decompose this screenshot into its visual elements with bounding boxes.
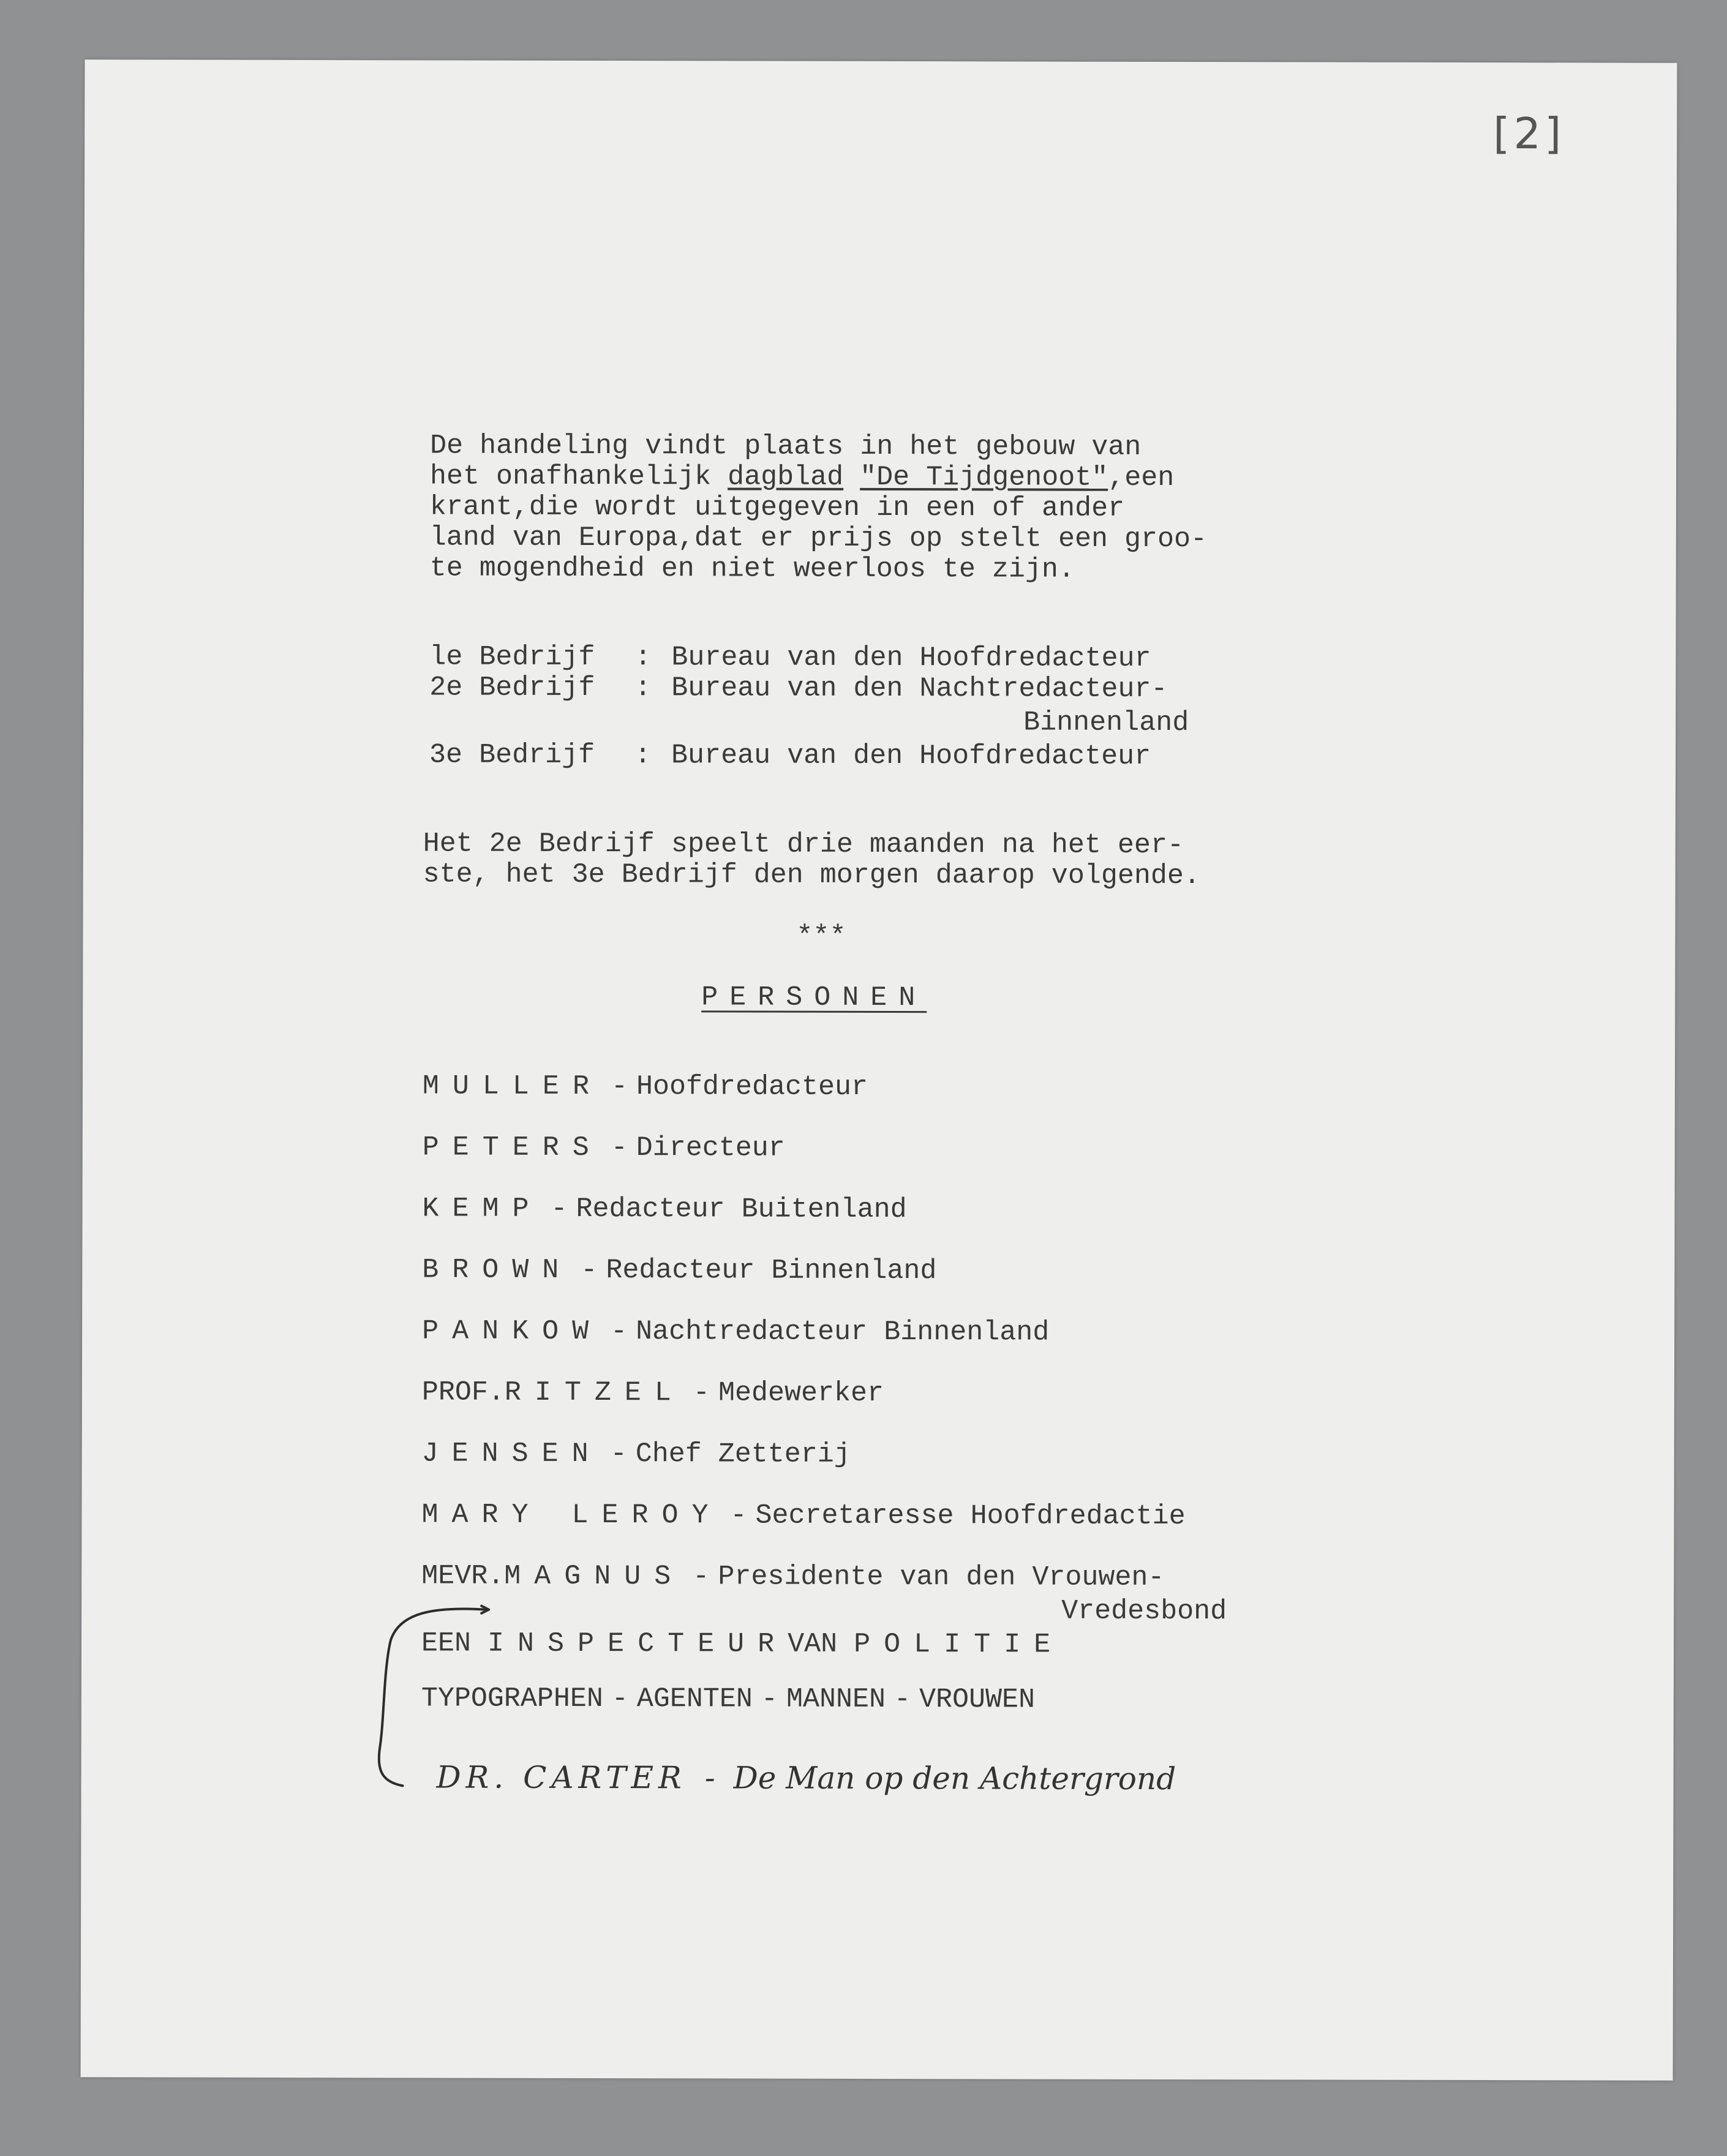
- person-entry: JENSEN - Chef Zetterij: [421, 1438, 851, 1470]
- section-divider: ***: [796, 920, 846, 952]
- setting-line-5: te mogendheid en niet weerloos te zijn.: [429, 552, 1075, 585]
- setting-paragraph: [85, 59, 1677, 585]
- setting-line-2-start: het onafhankelijk: [429, 460, 728, 493]
- timing-line-1: Het 2e Bedrijf speelt drie maanden na het eer-: [423, 828, 1184, 862]
- person-name: PANKOW: [422, 1315, 603, 1348]
- person-entry: MARY LEROY - Secretaresse Hoofdredactie: [421, 1499, 1186, 1533]
- person-role: Redacteur Binnenland: [606, 1255, 937, 1287]
- person-name: JENSEN: [421, 1438, 602, 1470]
- act-colon: :: [634, 642, 652, 674]
- person-entry: KEMP - Redacteur Buitenland: [422, 1193, 907, 1226]
- person-role: Hoofdredacteur: [636, 1071, 868, 1103]
- person-role-continued: Vredesbond: [1061, 1595, 1227, 1628]
- underlined-word-dagblad: dagblad: [728, 461, 844, 493]
- act-colon: :: [634, 672, 652, 704]
- act-label: 3e Bedrijf: [429, 739, 595, 772]
- act-place: Bureau van den Hoofdredacteur: [671, 642, 1151, 674]
- person-role: Secretaresse Hoofdredactie: [755, 1500, 1186, 1533]
- act-place: Bureau van den Nachtredacteur-: [671, 672, 1168, 705]
- person-role: Directeur: [636, 1132, 785, 1164]
- person-entry: PETERS - Directeur: [422, 1132, 785, 1164]
- handwritten-addition: DR. CARTER - De Man op den Achtergrond: [436, 1759, 1176, 1797]
- act-colon: :: [634, 740, 652, 772]
- typescript-page: [81, 59, 1677, 2080]
- person-entry: PROF.RITZEL - Medewerker: [421, 1377, 884, 1410]
- setting-line-2-end: ,een: [1108, 462, 1175, 494]
- crowd-entry: TYPOGRAPHEN - AGENTEN - MANNEN - VROUWEN: [421, 1683, 1036, 1716]
- person-name: BROWN: [422, 1254, 573, 1286]
- person-name: KEMP: [422, 1193, 543, 1225]
- newspaper-title: "De Tijdgenoot": [860, 461, 1108, 494]
- act-place-continued: Binnenland: [1023, 707, 1189, 739]
- person-entry: MEVR.MAGNUS - Presidente van den Vrouwen-: [421, 1560, 1165, 1593]
- person-role: Presidente van den Vrouwen-: [718, 1561, 1165, 1593]
- person-role: Redacteur Buitenland: [576, 1193, 907, 1226]
- persons-heading: PERSONEN: [701, 982, 927, 1014]
- handwritten-name: DR. CARTER: [436, 1759, 687, 1796]
- setting-line-4: land van Europa,dat er prijs op stelt een groo-: [429, 522, 1208, 555]
- person-entry: MULLER - Hoofdredacteur: [422, 1070, 868, 1103]
- setting-line-2: [430, 461, 1174, 494]
- person-entry: PANKOW - Nachtredacteur Binnenland: [422, 1315, 1050, 1348]
- handwritten-role: De Man op den Achtergrond: [733, 1760, 1176, 1797]
- insertion-bracket: [366, 1603, 440, 1799]
- person-role: Nachtredacteur Binnenland: [636, 1316, 1050, 1348]
- act-place: Bureau van den Hoofdredacteur: [671, 740, 1151, 772]
- person-role: Medewerker: [718, 1377, 884, 1410]
- inspector-entry: EEN INSPECTEURVAN POLITIE: [421, 1628, 1064, 1661]
- person-name: RITZEL: [504, 1377, 685, 1409]
- person-name: PETERS: [422, 1132, 603, 1164]
- page-number: [2]: [1493, 108, 1565, 159]
- setting-line-1: De handeling vindt plaats in het gebouw van: [430, 430, 1142, 463]
- setting-line-3: krant,die wordt uitgegeven in een of ander: [429, 491, 1125, 524]
- act-label: 2e Bedrijf: [429, 672, 595, 704]
- person-role: Chef Zetterij: [635, 1438, 851, 1470]
- person-entry: BROWN - Redacteur Binnenland: [422, 1254, 937, 1287]
- person-name: MAGNUS: [504, 1560, 685, 1593]
- timing-line-2: ste, het 3e Bedrijf den morgen daarop volgende.: [423, 858, 1200, 892]
- person-name: MULLER: [422, 1070, 603, 1103]
- act-label: le Bedrijf: [429, 641, 595, 674]
- person-name: MARY LEROY: [421, 1499, 722, 1531]
